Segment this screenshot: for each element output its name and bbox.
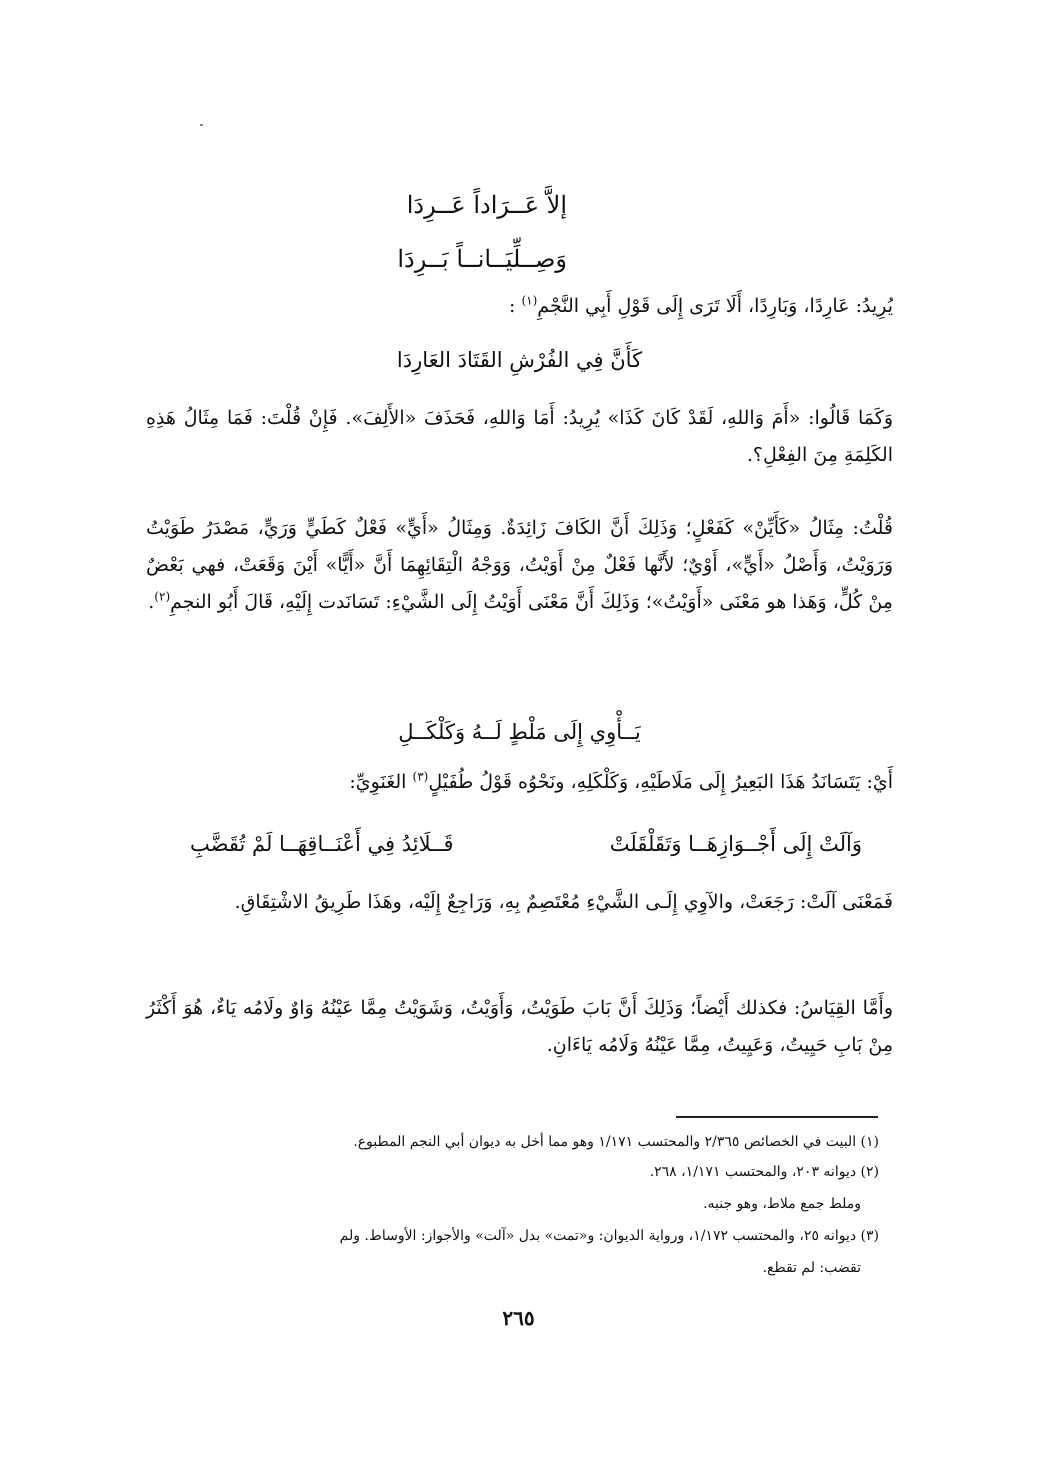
paragraph-text: أَيْ: يَتَسَانَدُ هَذَا البَعِيرُ إِلَى مَلَاطَيْهِ، وَكَلْكَلِهِ، ونَحْوُه قَوْلُ طُفَيْلٍ bbox=[428, 771, 893, 793]
footnote-3-cont: تقضب: لم تقطع. bbox=[762, 1260, 861, 1276]
paragraph-5: فَمَعْنَى آلَتْ: رَجَعَتْ، والآوِي إِلَـى الشَّيْءِ مُعْتَصِمٌ بِهِ، وَرَاجِعٌ إِلَيْه، وهَذَا طَرِيقُ الاشْتِقَاقِ. bbox=[234, 891, 893, 913]
verse-tufayl bbox=[190, 824, 862, 864]
paragraph-text: قُلْتُ: مِثَالُ «كَأَيِّنْ» كَفَعْلٍ؛ وَذَلِكَ أَنَّ الكَافَ زَائِدَةٌ. وَمِثَالُ «أَيٍّ» فَعْلٌ كَطَيٍّ وَرَيٍّ، مَصْدَرُ طَوَيْتُ وَرَوَيْتُ، وَأَصْلُ «أَيٍّ»، أَوْيٌ؛ لأَنَّها فَعْلٌ مِنْ أَوَيْتُ، وَوَجْهُ الْتِقَائِهِمَا أَنَّ «أَيًّا» أَيْنَ وَقَعَتْ، فهي بَعْضٌ مِنْ كُلٍّ، وَهَذا هو مَعْنَى «أَوَيْتُ»؛ وَذَلِكَ أَنَّ مَعْنَى أَوَيْتُ إِلَى الشَّيْءِ: تَسَانَدت إِلَيْهِ، قَالَ أَبُو النجمِ bbox=[146, 517, 893, 613]
paragraph-3 bbox=[146, 510, 893, 621]
verse-line: وَصِــلِّيَــانــاً بَــرِدَا bbox=[397, 245, 567, 273]
footnote-1: (١) البيت في الخصائص ٢/٣٦٥ والمحتسب ١/١٧١ وهو مما أخل به ديوان أبي النجم المطبوع. bbox=[353, 1134, 879, 1150]
verse-second-hemistich: قَــلَائِدُ فِي أَعْنَــاقِهَــا لَمْ تُقَضَّبِ bbox=[190, 832, 454, 856]
verse-ya-wi: يَــأْوِي إِلَى مَلْطٍ لَــهُ وَكَلْكَــلِ bbox=[398, 720, 641, 744]
footnote-ref: (١) bbox=[521, 293, 538, 308]
paragraph-end: الغَنَوِيِّ: bbox=[349, 771, 407, 793]
footnote-2: (٢) ديوانه ٢٠٣، والمحتسب ١/١٧١، ٢٦٨. bbox=[649, 1164, 879, 1180]
footnote-3: (٣) ديوانه ٢٥، والمحتسب ١/١٧٢، ورواية الديوان: و«تمت» بدل «آلت» والأجواز: الأوساط. ولم bbox=[339, 1228, 879, 1244]
footnote-ref: (٣) bbox=[412, 769, 429, 784]
paragraph-end: : bbox=[509, 295, 516, 317]
paragraph-1 bbox=[146, 288, 893, 325]
paragraph-4 bbox=[146, 764, 893, 801]
opening-verses bbox=[397, 178, 567, 286]
paragraph-end: . bbox=[148, 591, 155, 613]
paragraph-6: وأَمَّا القِيَاسُ: فكذلك أَيْضاً؛ وَذَلِكَ أَنَّ بَابَ طَوَيْتُ، وَأَوَيْتُ، وَشَوَيْتُ مِمَّا عَيْنُهُ وَاوٌ ولَامُه يَاءٌ، هُوَ أَكْثَرُ مِنْ بَابِ حَيِيتُ، وَعَيِيتُ، مِمَّا عَيْنُهُ وَلَامُه يَاءَانِ. bbox=[146, 997, 893, 1056]
page-number: ٢٦٥ bbox=[502, 1306, 535, 1330]
footnote-2-note: وملط جمع ملاط، وهو جنبه. bbox=[703, 1196, 861, 1212]
verse-abi-alnajm: كَأَنَّ فِي الفُرْشِ القَتَادَ العَارِدَا bbox=[396, 348, 643, 372]
verse-line: إلاَّ عَــرَاداً عَــرِدَا bbox=[406, 191, 567, 219]
verse-first-hemistich: وَآلَتْ إِلَى أَجْــوَازِهَــا وَتَقَلْقَلَتْ bbox=[609, 832, 862, 856]
footnote-divider bbox=[676, 1116, 878, 1118]
speck bbox=[200, 124, 203, 126]
paragraph-2: وَكَمَا قَالُوا: «أَمَ وَاللهِ، لَقَدْ كَانَ كَذَا» يُرِيدُ: أَمَا وَاللهِ، فَحَذَفَ «الأَلِفَ». فَإِنْ قُلْتَ: فَمَا مِثَالُ هَذِهِ الكَلِمَةِ مِنَ الفِعْلِ؟. bbox=[146, 407, 893, 466]
paragraph-text: يُرِيدُ: عَارِدًا، وَبَارِدًا، أَلَا تَرَى إِلَى قَوْلِ أَبِي النَّجْمِ bbox=[537, 295, 893, 317]
footnote-ref: (٢) bbox=[154, 589, 171, 604]
